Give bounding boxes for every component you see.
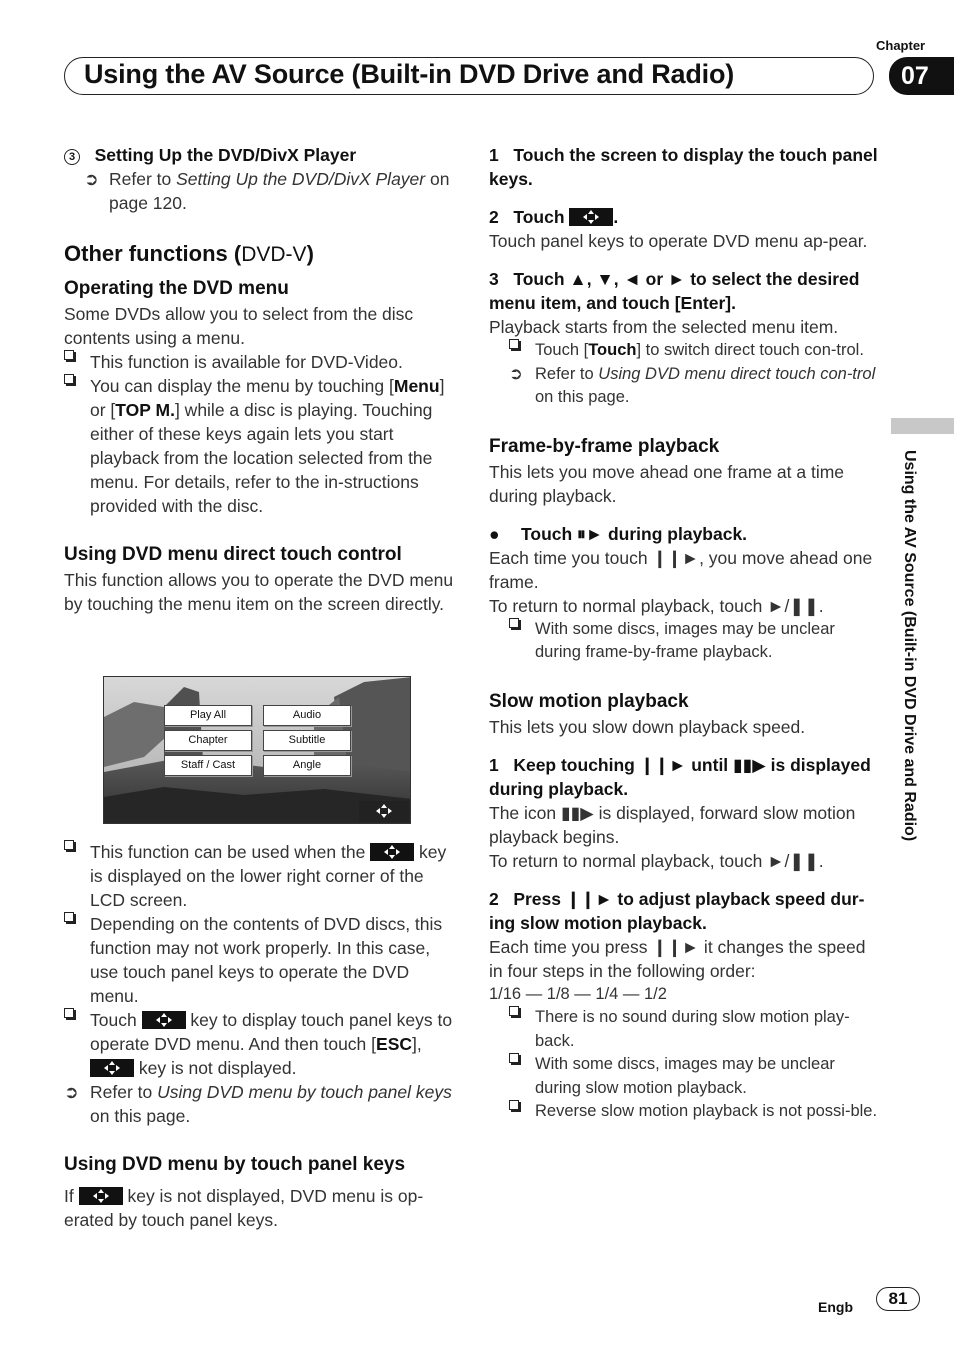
slow-step-1-heading: 1 Keep touching ❙❙► until ▮▮▶ is displayed during playback.	[489, 754, 871, 799]
note-available: This function is available for DVD-Video.	[64, 350, 456, 374]
frame-return: To return to normal playback, touch ►/❚❚.	[489, 595, 824, 616]
checkbox-bullet-icon	[509, 618, 519, 628]
slow-motion-icon: ▮▮▶	[560, 802, 594, 823]
reference-link[interactable]: Using DVD menu direct touch con-trol	[598, 364, 876, 383]
four-way-arrow-key-icon	[583, 210, 599, 224]
four-way-arrow-key-icon	[156, 1013, 172, 1027]
chapter-number-tab: 07	[889, 57, 954, 95]
frame-bullet: ● Touch ⏸► during playback.	[489, 523, 748, 544]
slow-body: This lets you slow down playback speed.	[489, 716, 806, 737]
screen-touch-key[interactable]	[359, 801, 409, 822]
screen-button-play-all[interactable]: Play All	[164, 705, 252, 726]
bullet-dot-icon: ●	[489, 523, 500, 544]
frame-advance-icon: ❙❙►	[565, 888, 613, 909]
slow-step-2-heading: 2 Press ❙❙► to adjust playback speed dur-ing slow motion playback.	[489, 888, 865, 933]
slow-motion-icon: ▮▮▶	[733, 754, 766, 775]
operating-dvd-menu-heading: Operating the DVD menu	[64, 278, 289, 299]
slow-note-3: Reverse slow motion playback is not possi-ble.	[509, 1100, 881, 1124]
side-tab-title: Using the AV Source (Built-in DVD Drive and Radio)	[901, 450, 918, 842]
screen-button-staff-cast[interactable]: Staff / Cast	[164, 755, 252, 776]
four-way-arrow-key-icon	[93, 1189, 109, 1203]
page-number: 81	[876, 1287, 920, 1311]
reference-touch-panel: ➲ Refer to Using DVD menu by touch panel keys on this page.	[64, 1082, 452, 1126]
step-2-body: Touch panel keys to operate DVD menu ap-pear.	[489, 231, 868, 251]
step-2-heading: 2 Touch .	[489, 207, 619, 227]
operating-body: Some DVDs allow you to select from the disc contents using a menu.	[64, 304, 414, 348]
frame-note: With some discs, images may be unclear during frame-by-frame playback.	[509, 618, 881, 665]
reference-link[interactable]: Using DVD menu by touch panel keys	[157, 1082, 452, 1102]
frame-each: Each time you touch ❙❙►, you move ahead one frame.	[489, 547, 873, 592]
four-way-arrow-key[interactable]	[90, 1059, 134, 1077]
frame-body: This lets you move ahead one frame at a time during playback.	[489, 461, 845, 506]
page-title: Using the AV Source (Built-in DVD Drive and Radio)	[84, 59, 735, 89]
four-way-arrow-key-icon	[104, 1061, 120, 1075]
chapter-label: Chapter	[876, 38, 926, 53]
side-index-bar	[891, 418, 954, 434]
four-way-arrow-key[interactable]	[142, 1011, 186, 1029]
note-touch-switch: Touch [Touch] to switch direct touch con-trol.	[509, 339, 881, 363]
slow-note-2: With some discs, images may be unclear during slow motion playback.	[509, 1053, 881, 1100]
touch-panel-keys-heading: Using DVD menu by touch panel keys	[64, 1154, 406, 1175]
circled-number: 3	[64, 149, 80, 165]
reference-arrow-icon: ➲	[64, 1082, 79, 1102]
item-3-heading	[64, 143, 456, 167]
left-column-lower	[64, 840, 456, 1232]
touch-panel-keys-body: If key is not displayed, DVD menu is op-erated by touch panel keys.	[64, 1186, 424, 1230]
left-column	[64, 143, 456, 616]
frame-advance-icon: ❙❙►	[652, 936, 700, 957]
slow-note-1: There is no sound during slow motion play-back.	[509, 1006, 881, 1053]
frame-by-frame-heading: Frame-by-frame playback	[489, 435, 720, 457]
note-usable: This function can be used when the key is displayed on the lower right corner of the LCD screen.	[64, 840, 456, 912]
right-column	[489, 143, 881, 1124]
screen-button-audio[interactable]: Audio	[263, 705, 351, 726]
dvd-menu-screen-image	[103, 676, 411, 824]
slow-motion-heading: Slow motion playback	[489, 690, 689, 712]
frame-advance-icon: ❙❙►	[652, 547, 700, 568]
checkbox-bullet-icon	[64, 840, 74, 850]
checkbox-bullet-icon	[64, 374, 74, 384]
checkbox-bullet-icon	[64, 1008, 74, 1018]
screen-button-subtitle[interactable]: Subtitle	[263, 730, 351, 751]
step-3-heading: 3 Touch ▲, ▼, ◄ or ► to select the desired menu item, and touch [Enter].	[489, 269, 860, 313]
slow-each: Each time you press ❙❙► it changes the speed in four steps in the following order:	[489, 936, 866, 981]
slow-icon-text: The icon ▮▮▶ is displayed, forward slow motion playback begins.	[489, 802, 856, 847]
four-way-arrow-key-icon	[384, 845, 400, 859]
checkbox-bullet-icon	[64, 912, 74, 922]
checkbox-bullet-icon	[509, 1100, 519, 1110]
reference-arrow-icon: ➲	[509, 364, 523, 383]
screen-button-chapter[interactable]: Chapter	[164, 730, 252, 751]
checkbox-bullet-icon	[509, 339, 519, 349]
language-code: Engb	[818, 1299, 853, 1315]
note-depending: Depending on the contents of DVD discs, this function may not work properly. In this case, use touch panel keys to operate the DVD menu.	[64, 912, 456, 1008]
four-way-arrow-key-icon	[376, 804, 392, 818]
slow-return: To return to normal playback, touch ►/❚❚.	[489, 850, 824, 871]
checkbox-bullet-icon	[64, 350, 74, 360]
checkbox-bullet-icon	[509, 1053, 519, 1063]
slow-order: 1/16 — 1/8 — 1/4 — 1/2	[489, 984, 667, 1003]
direct-touch-body: This function allows you to operate the DVD menu by touching the menu item on the screen directly.	[64, 570, 454, 614]
four-way-arrow-key[interactable]	[370, 843, 414, 861]
four-way-arrow-key[interactable]	[79, 1187, 123, 1205]
item-3-reference: ➲ Refer to Setting Up the DVD/DivX Player on page 120.	[84, 169, 450, 213]
four-way-arrow-key[interactable]	[569, 208, 613, 226]
frame-advance-icon: ❙❙►	[639, 754, 687, 775]
reference-arrow-icon: ➲	[84, 169, 99, 189]
step-1-heading: 1 Touch the screen to display the touch panel keys.	[489, 145, 878, 189]
other-functions-heading: Other functions (DVD-V)	[64, 241, 314, 266]
note-touch-key: Touch key to display touch panel keys to operate DVD menu. And then touch [ESC], key is not displayed.	[64, 1008, 456, 1080]
reference-link[interactable]: Setting Up the DVD/DivX Player	[176, 169, 426, 189]
direct-touch-heading: Using DVD menu direct touch control	[64, 544, 402, 565]
screen-button-angle[interactable]: Angle	[263, 755, 351, 776]
checkbox-bullet-icon	[509, 1006, 519, 1016]
note-display-menu: You can display the menu by touching [Menu] or [TOP M.] while a disc is playing. Touching either of these keys again lets you start playback from the location selected from the menu. For details, refer to the in-structions provided with the disc.	[64, 374, 456, 518]
step-3-body: Playback starts from the selected menu item.	[489, 317, 839, 337]
reference-direct-touch: ➲ Refer to Using DVD menu direct touch con-trol on this page.	[509, 364, 876, 406]
item-3-title: Setting Up the DVD/DivX Player	[94, 145, 357, 165]
